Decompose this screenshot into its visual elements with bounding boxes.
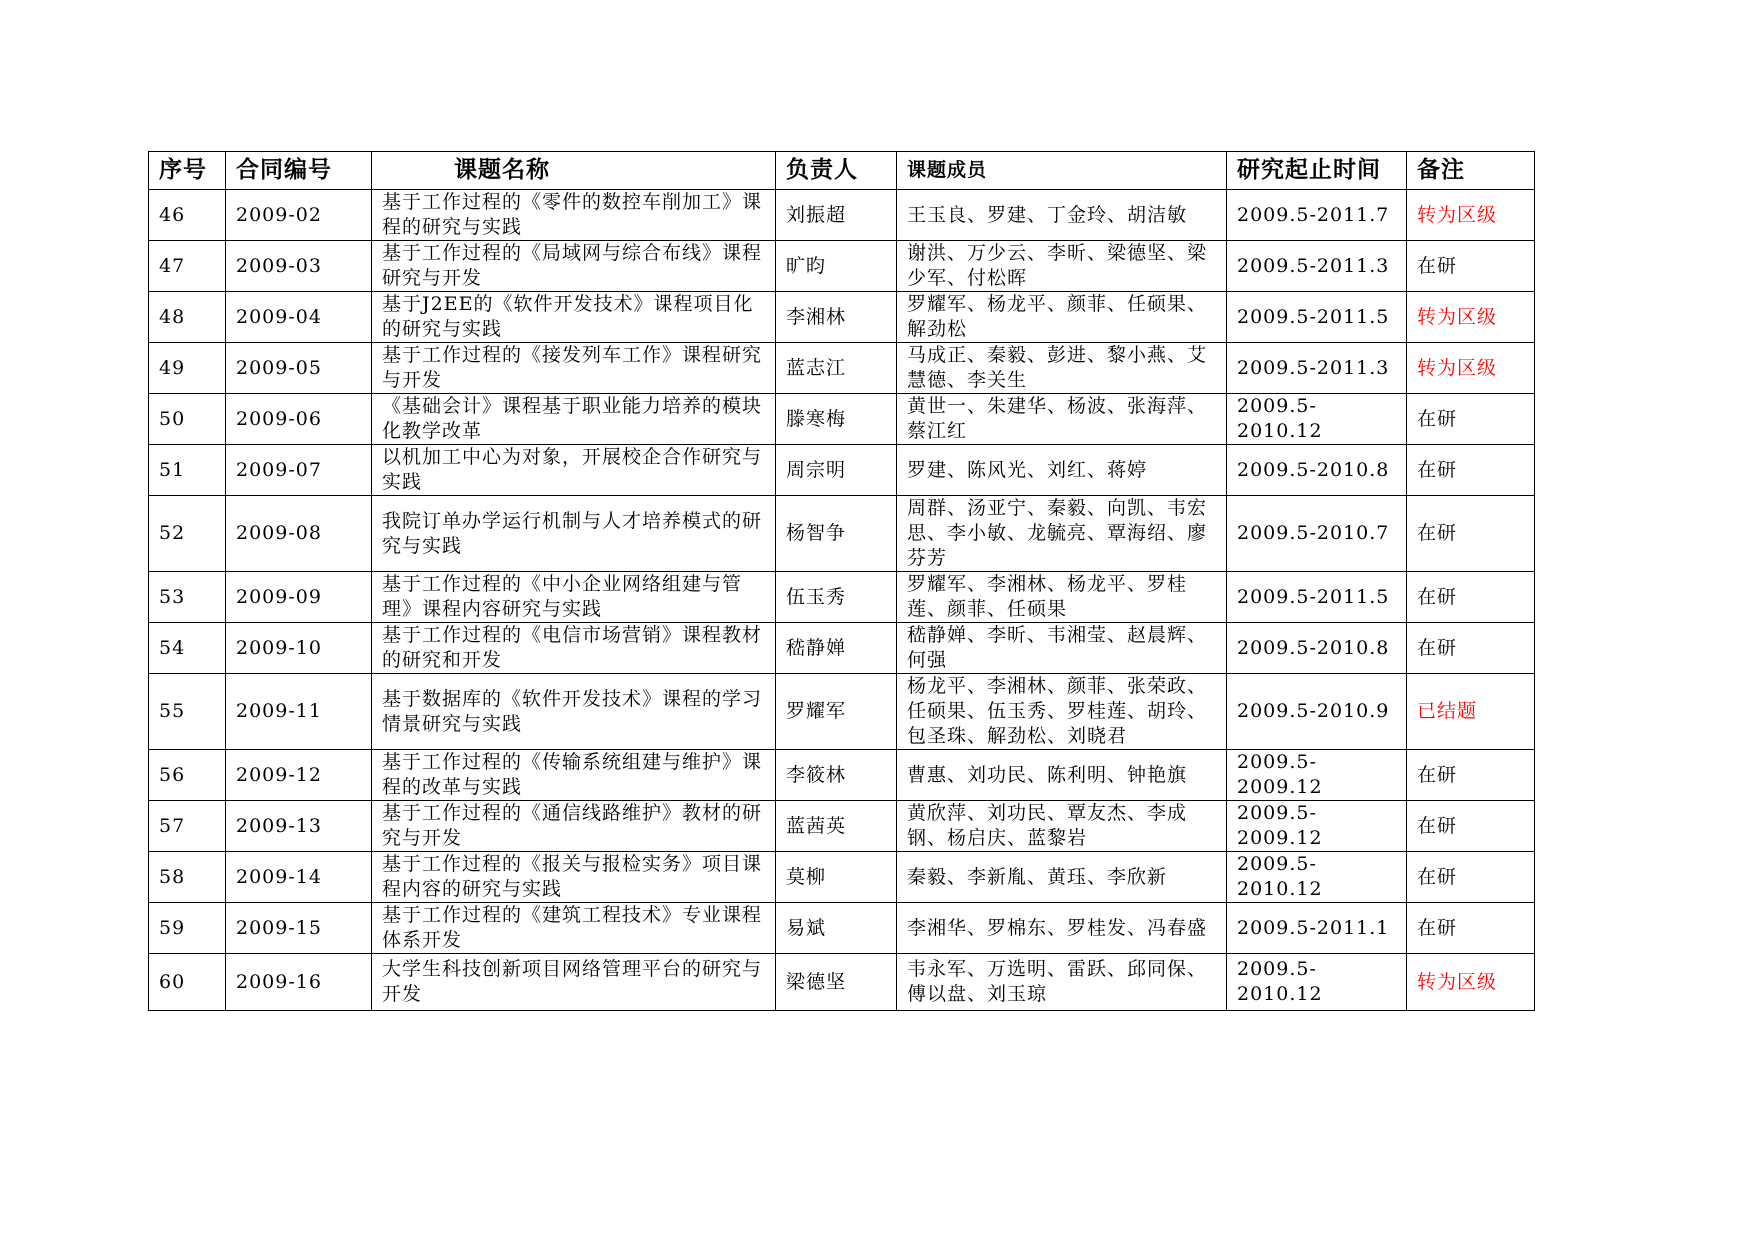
cell-note: 在研 <box>1407 394 1535 445</box>
cell-period: 2009.5-2011.7 <box>1227 190 1407 241</box>
cell-leader: 旷昀 <box>776 241 897 292</box>
cell-seq: 59 <box>149 903 226 954</box>
cell-contract: 2009-08 <box>226 496 372 572</box>
cell-note: 在研 <box>1407 445 1535 496</box>
cell-note: 转为区级 <box>1407 954 1535 1011</box>
cell-period: 2009.5-2010.8 <box>1227 445 1407 496</box>
cell-period: 2009.5-2010.7 <box>1227 496 1407 572</box>
cell-seq: 55 <box>149 674 226 750</box>
cell-contract: 2009-14 <box>226 852 372 903</box>
cell-note: 在研 <box>1407 903 1535 954</box>
cell-note: 转为区级 <box>1407 190 1535 241</box>
cell-period: 2009.5-2011.5 <box>1227 572 1407 623</box>
table-row <box>149 292 1535 343</box>
cell-leader: 周宗明 <box>776 445 897 496</box>
cell-contract: 2009-11 <box>226 674 372 750</box>
cell-title: 基于工作过程的《通信线路维护》教材的研究与开发 <box>372 801 776 852</box>
cell-seq: 51 <box>149 445 226 496</box>
cell-title: 基于工作过程的《零件的数控车削加工》课程的研究与实践 <box>372 190 776 241</box>
cell-title: 基于工作过程的《报关与报检实务》项目课程内容的研究与实践 <box>372 852 776 903</box>
table-row <box>149 623 1535 674</box>
cell-members: 杨龙平、李湘林、颜菲、张荣政、任硕果、伍玉秀、罗桂莲、胡玲、包圣珠、解劲松、刘晓君 <box>897 674 1227 750</box>
cell-title: 基于工作过程的《建筑工程技术》专业课程体系开发 <box>372 903 776 954</box>
cell-leader: 蓝茜英 <box>776 801 897 852</box>
cell-note: 在研 <box>1407 241 1535 292</box>
table-row <box>149 903 1535 954</box>
cell-leader: 莫柳 <box>776 852 897 903</box>
cell-members: 罗耀军、李湘林、杨龙平、罗桂莲、颜菲、任硕果 <box>897 572 1227 623</box>
cell-contract: 2009-13 <box>226 801 372 852</box>
header-leader: 负责人 <box>776 152 897 190</box>
cell-members: 黄欣萍、刘功民、覃友杰、李成钢、杨启庆、蓝黎岩 <box>897 801 1227 852</box>
cell-contract: 2009-10 <box>226 623 372 674</box>
cell-title: 基于J2EE的《软件开发技术》课程项目化的研究与实践 <box>372 292 776 343</box>
cell-note: 转为区级 <box>1407 343 1535 394</box>
cell-seq: 58 <box>149 852 226 903</box>
cell-contract: 2009-03 <box>226 241 372 292</box>
cell-period: 2009.5-2010.12 <box>1227 852 1407 903</box>
cell-seq: 49 <box>149 343 226 394</box>
cell-leader: 刘振超 <box>776 190 897 241</box>
cell-members: 秦毅、李新胤、黄珏、李欣新 <box>897 852 1227 903</box>
cell-members: 嵇静婵、李昕、韦湘莹、赵晨辉、何强 <box>897 623 1227 674</box>
cell-seq: 46 <box>149 190 226 241</box>
cell-seq: 57 <box>149 801 226 852</box>
cell-members: 罗耀军、杨龙平、颜菲、任硕果、解劲松 <box>897 292 1227 343</box>
cell-contract: 2009-07 <box>226 445 372 496</box>
cell-seq: 60 <box>149 954 226 1011</box>
table-header-row <box>149 152 1535 190</box>
table-row <box>149 750 1535 801</box>
cell-leader: 杨智争 <box>776 496 897 572</box>
cell-period: 2009.5-2010.9 <box>1227 674 1407 750</box>
cell-title: 基于工作过程的《接发列车工作》课程研究与开发 <box>372 343 776 394</box>
cell-leader: 伍玉秀 <box>776 572 897 623</box>
cell-leader: 梁德坚 <box>776 954 897 1011</box>
cell-note: 在研 <box>1407 572 1535 623</box>
cell-seq: 56 <box>149 750 226 801</box>
cell-seq: 54 <box>149 623 226 674</box>
cell-period: 2009.5-2010.12 <box>1227 954 1407 1011</box>
cell-note: 在研 <box>1407 496 1535 572</box>
cell-title: 大学生科技创新项目网络管理平台的研究与开发 <box>372 954 776 1011</box>
cell-note: 在研 <box>1407 750 1535 801</box>
cell-title: 基于工作过程的《传输系统组建与维护》课程的改革与实践 <box>372 750 776 801</box>
table-row <box>149 343 1535 394</box>
cell-period: 2009.5-2011.1 <box>1227 903 1407 954</box>
table-row <box>149 241 1535 292</box>
cell-seq: 47 <box>149 241 226 292</box>
cell-contract: 2009-12 <box>226 750 372 801</box>
cell-members: 韦永军、万选明、雷跃、邱同保、傅以盘、刘玉琼 <box>897 954 1227 1011</box>
cell-leader: 蓝志江 <box>776 343 897 394</box>
cell-period: 2009.5-2011.3 <box>1227 241 1407 292</box>
cell-members: 谢洪、万少云、李昕、梁德坚、梁少军、付松晖 <box>897 241 1227 292</box>
cell-title: 《基础会计》课程基于职业能力培养的模块化教学改革 <box>372 394 776 445</box>
cell-contract: 2009-02 <box>226 190 372 241</box>
cell-note: 在研 <box>1407 852 1535 903</box>
cell-title: 基于数据库的《软件开发技术》课程的学习情景研究与实践 <box>372 674 776 750</box>
header-period: 研究起止时间 <box>1227 152 1407 190</box>
cell-period: 2009.5-2009.12 <box>1227 750 1407 801</box>
cell-leader: 滕寒梅 <box>776 394 897 445</box>
cell-seq: 50 <box>149 394 226 445</box>
cell-title: 以机加工中心为对象，开展校企合作研究与实践 <box>372 445 776 496</box>
table-row <box>149 954 1535 1011</box>
cell-title: 基于工作过程的《中小企业网络组建与管理》课程内容研究与实践 <box>372 572 776 623</box>
cell-period: 2009.5-2011.5 <box>1227 292 1407 343</box>
cell-members: 罗建、陈风光、刘红、蒋婷 <box>897 445 1227 496</box>
table-row <box>149 496 1535 572</box>
table-row <box>149 572 1535 623</box>
cell-contract: 2009-09 <box>226 572 372 623</box>
table-row <box>149 190 1535 241</box>
cell-contract: 2009-05 <box>226 343 372 394</box>
table-row <box>149 674 1535 750</box>
cell-leader: 嵇静婵 <box>776 623 897 674</box>
cell-period: 2009.5-2010.8 <box>1227 623 1407 674</box>
cell-leader: 罗耀军 <box>776 674 897 750</box>
projects-table <box>148 151 1535 1011</box>
cell-leader: 易斌 <box>776 903 897 954</box>
header-note: 备注 <box>1407 152 1535 190</box>
cell-leader: 李筱林 <box>776 750 897 801</box>
table-row <box>149 445 1535 496</box>
cell-leader: 李湘林 <box>776 292 897 343</box>
cell-contract: 2009-06 <box>226 394 372 445</box>
cell-note: 转为区级 <box>1407 292 1535 343</box>
header-members: 课题成员 <box>897 152 1227 190</box>
cell-seq: 53 <box>149 572 226 623</box>
cell-note: 在研 <box>1407 801 1535 852</box>
cell-note: 在研 <box>1407 623 1535 674</box>
cell-members: 曹惠、刘功民、陈利明、钟艳旗 <box>897 750 1227 801</box>
table-row <box>149 394 1535 445</box>
table-row <box>149 852 1535 903</box>
cell-members: 周群、汤亚宁、秦毅、向凯、韦宏思、李小敏、龙毓亮、覃海绍、廖芬芳 <box>897 496 1227 572</box>
header-contract: 合同编号 <box>226 152 372 190</box>
cell-members: 王玉良、罗建、丁金玲、胡洁敏 <box>897 190 1227 241</box>
cell-seq: 52 <box>149 496 226 572</box>
table-row <box>149 801 1535 852</box>
cell-members: 黄世一、朱建华、杨波、张海萍、蔡江红 <box>897 394 1227 445</box>
cell-seq: 48 <box>149 292 226 343</box>
cell-contract: 2009-15 <box>226 903 372 954</box>
cell-contract: 2009-16 <box>226 954 372 1011</box>
table-body <box>149 190 1535 1011</box>
cell-period: 2009.5-2010.12 <box>1227 394 1407 445</box>
header-title: 课题名称 <box>372 152 776 190</box>
cell-contract: 2009-04 <box>226 292 372 343</box>
header-seq: 序号 <box>149 152 226 190</box>
cell-members: 马成正、秦毅、彭进、黎小燕、艾慧德、李关生 <box>897 343 1227 394</box>
cell-members: 李湘华、罗棉东、罗桂发、冯春盛 <box>897 903 1227 954</box>
cell-title: 基于工作过程的《电信市场营销》课程教材的研究和开发 <box>372 623 776 674</box>
cell-period: 2009.5-2009.12 <box>1227 801 1407 852</box>
cell-period: 2009.5-2011.3 <box>1227 343 1407 394</box>
cell-note: 已结题 <box>1407 674 1535 750</box>
cell-title: 基于工作过程的《局域网与综合布线》课程研究与开发 <box>372 241 776 292</box>
cell-title: 我院订单办学运行机制与人才培养模式的研究与实践 <box>372 496 776 572</box>
